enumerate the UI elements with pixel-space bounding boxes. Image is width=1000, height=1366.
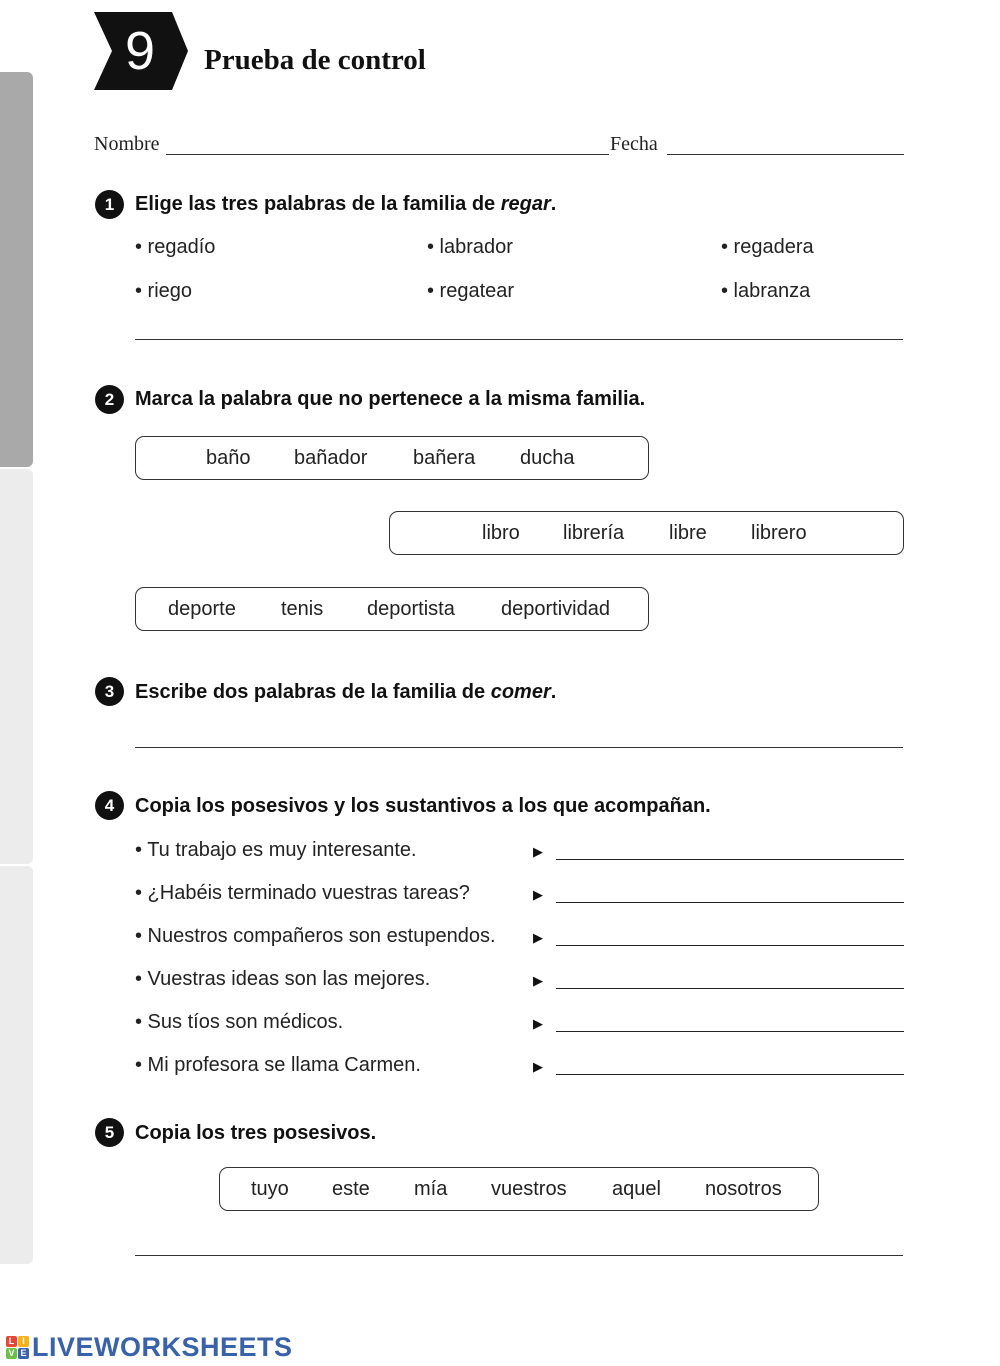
q4-arrow-3: ▶ bbox=[533, 930, 543, 945]
q5-word-mia[interactable]: mía bbox=[414, 1178, 448, 1200]
q4-answer-line-4[interactable] bbox=[556, 988, 904, 989]
q2-word-deporte[interactable]: deporte bbox=[168, 598, 236, 620]
q2-word-box-3 bbox=[135, 587, 649, 631]
q2-word-banador[interactable]: bañador bbox=[294, 447, 368, 469]
q2-word-banera[interactable]: bañera bbox=[413, 447, 476, 469]
liveworksheets-logo[interactable] bbox=[6, 1332, 293, 1362]
question-2-number: 2 bbox=[95, 385, 124, 414]
logo-text: LIVEWORKSHEETS bbox=[32, 1331, 293, 1362]
q5-answer-line[interactable] bbox=[135, 1255, 903, 1256]
q5-word-este[interactable]: este bbox=[332, 1178, 370, 1200]
unit-number: 9 bbox=[124, 21, 156, 81]
q1-option-riego[interactable]: • riego bbox=[135, 280, 193, 302]
logo-mark-cell: I bbox=[18, 1336, 29, 1347]
q2-word-ducha[interactable]: ducha bbox=[520, 447, 575, 469]
question-5-number: 5 bbox=[95, 1118, 124, 1147]
question-4-text: Copia los posesivos y los sustantivos a los que acompañan. bbox=[135, 795, 711, 817]
side-tab-top bbox=[0, 72, 33, 467]
q5-word-aquel[interactable]: aquel bbox=[612, 1178, 661, 1200]
logo-mark-cell: L bbox=[6, 1336, 17, 1347]
page-title: Prueba de control bbox=[204, 44, 426, 76]
q5-word-tuyo[interactable]: tuyo bbox=[251, 1178, 289, 1200]
q4-arrow-4: ▶ bbox=[533, 973, 543, 988]
q1-answer-line[interactable] bbox=[135, 339, 903, 340]
question-1-number: 1 bbox=[95, 190, 124, 219]
q4-arrow-2: ▶ bbox=[533, 887, 543, 902]
q3-answer-line[interactable] bbox=[135, 747, 903, 748]
q4-sentence-2: • ¿Habéis terminado vuestras tareas? bbox=[135, 882, 470, 904]
q2-word-deportividad[interactable]: deportividad bbox=[501, 598, 610, 620]
q4-sentence-5: • Sus tíos son médicos. bbox=[135, 1011, 344, 1033]
q2-word-libro[interactable]: libro bbox=[482, 522, 520, 544]
side-tab-middle bbox=[0, 469, 33, 864]
q4-sentence-6: • Mi profesora se llama Carmen. bbox=[135, 1054, 421, 1076]
q1-option-regadio[interactable]: • regadío bbox=[135, 236, 216, 258]
question-3-number: 3 bbox=[95, 677, 124, 706]
q4-sentence-3: • Nuestros compañeros son estupendos. bbox=[135, 925, 496, 947]
q2-word-bano[interactable]: baño bbox=[206, 447, 251, 469]
q5-word-vuestros[interactable]: vuestros bbox=[491, 1178, 567, 1200]
q1-option-labranza[interactable]: • labranza bbox=[721, 280, 811, 302]
q4-sentence-4: • Vuestras ideas son las mejores. bbox=[135, 968, 431, 990]
q2-word-box-1 bbox=[135, 436, 649, 480]
logo-mark-icon bbox=[6, 1336, 29, 1359]
logo-mark-cell: E bbox=[18, 1348, 29, 1359]
date-field[interactable] bbox=[667, 154, 904, 155]
q4-answer-line-1[interactable] bbox=[556, 859, 904, 860]
q2-word-libre[interactable]: libre bbox=[669, 522, 707, 544]
q4-answer-line-5[interactable] bbox=[556, 1031, 904, 1032]
q2-word-tenis[interactable]: tenis bbox=[281, 598, 324, 620]
unit-badge bbox=[94, 12, 188, 90]
q4-answer-line-2[interactable] bbox=[556, 902, 904, 903]
q4-arrow-1: ▶ bbox=[533, 844, 543, 859]
q4-arrow-5: ▶ bbox=[533, 1016, 543, 1031]
name-label: Nombre bbox=[94, 133, 160, 155]
q5-word-box bbox=[219, 1167, 819, 1211]
q4-answer-line-6[interactable] bbox=[556, 1074, 904, 1075]
q1-option-regadera[interactable]: • regadera bbox=[721, 236, 814, 258]
q2-word-deportista[interactable]: deportista bbox=[367, 598, 455, 620]
q5-word-nosotros[interactable]: nosotros bbox=[705, 1178, 782, 1200]
question-1-text: Elige las tres palabras de la familia de regar. bbox=[135, 193, 557, 215]
q2-word-libreria[interactable]: librería bbox=[563, 522, 625, 544]
q2-word-box-2 bbox=[389, 511, 904, 555]
q1-option-labrador[interactable]: • labrador bbox=[427, 236, 513, 258]
q2-word-librero[interactable]: librero bbox=[751, 522, 807, 544]
question-5-text: Copia los tres posesivos. bbox=[135, 1122, 377, 1144]
q4-sentence-1: • Tu trabajo es muy interesante. bbox=[135, 839, 417, 861]
question-2-text: Marca la palabra que no pertenece a la misma familia. bbox=[135, 388, 646, 410]
question-4-number: 4 bbox=[95, 791, 124, 820]
name-field[interactable] bbox=[166, 154, 609, 155]
date-label: Fecha bbox=[610, 133, 658, 155]
side-tab-bottom bbox=[0, 866, 33, 1264]
question-3-text: Escribe dos palabras de la familia de comer. bbox=[135, 681, 557, 703]
q4-arrow-6: ▶ bbox=[533, 1059, 543, 1074]
q1-option-regatear[interactable]: • regatear bbox=[427, 280, 515, 302]
q4-answer-line-3[interactable] bbox=[556, 945, 904, 946]
logo-mark-cell: V bbox=[6, 1348, 17, 1359]
